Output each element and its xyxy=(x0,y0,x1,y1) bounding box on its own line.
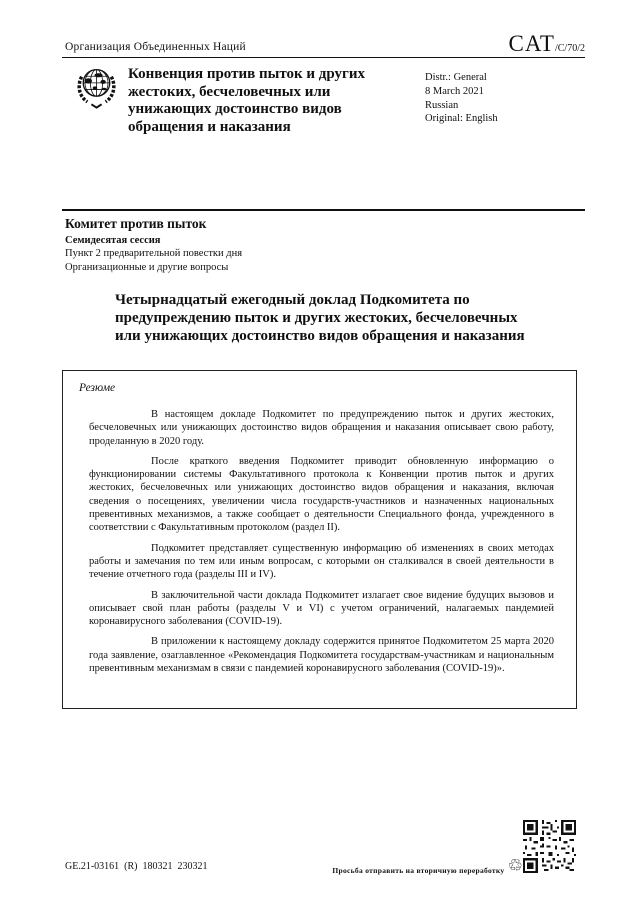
org-name: Организация Объединенных Наций xyxy=(65,41,246,53)
distr-line: Distr.: General xyxy=(425,72,487,83)
doc-symbol-main: CAT xyxy=(508,31,555,56)
session-title: Семидесятая сессия xyxy=(65,235,161,247)
summary-box xyxy=(62,370,577,709)
doc-symbol-sub: /C/70/2 xyxy=(554,43,585,54)
un-emblem-icon xyxy=(71,62,122,114)
separator-rule xyxy=(62,209,585,211)
committee-name: Комитет против пыток xyxy=(65,216,207,231)
committee-block xyxy=(65,217,242,274)
report-title: Четырнадцатый ежегодный доклад Подкомитета по предупреждению пыток и других жестоких, бесчеловечных или унижающих достоинство видов обращения и наказания xyxy=(115,292,525,345)
summary-label: Резюме xyxy=(79,382,116,394)
date-line: 8 March 2021 xyxy=(425,85,484,97)
summary-paragraph: В приложении к настоящему докладу содержится принятое Подкомитетом 25 марта 2020 года заявление, озаглавленное «Рекомендация Подкомитета государствам-участникам и национальным превентивным механизмам в связи с пандемией коронавирусного заболевания (COVID-19)». xyxy=(89,636,554,675)
recycle-note-text: Просьба отправить на вторичную переработку xyxy=(332,866,505,875)
convention-title: Конвенция против пыток и других жестоких, бесчеловечных или унижающих достоинство видов обращения и наказания xyxy=(128,66,365,135)
summary-paragraphs xyxy=(63,401,576,675)
recycle-icon: ♲ xyxy=(507,856,523,876)
recycle-note xyxy=(332,856,523,879)
document-number: GE.21-03161 (R) 180321 230321 xyxy=(65,861,208,872)
original-line: Original: English xyxy=(425,113,498,125)
summary-paragraph: После краткого введения Подкомитет приводит обновленную информацию о функционировании системы Факультативного протокола к Конвенции против пыток и других жестоких, бесчеловечных или унижающих достоинство видов обращения и наказания, включая сведения о посещениях, увеличении числа государств-участников и назначенных национальных превентивных механизмов, а также сообщает о деятельности Специального фонда, учрежденного в соответствии с Факультативным протоколом (раздел II). xyxy=(89,455,554,534)
agenda-topic: Организационные и другие вопросы xyxy=(65,261,229,273)
summary-paragraph: Подкомитет представляет существенную информацию об изменениях в своих методах работы и замечания по тем или иным вопросам, с которыми он сталкивался в своей деятельности в течение отчетного года (разделы III и IV). xyxy=(89,542,554,581)
summary-paragraph: В настоящем докладе Подкомитет по предупреждению пыток и других жестоких, бесчеловечных или унижающих достоинство видов обращения и наказания описывает свою работу, проделанную в 2020 году. xyxy=(89,409,554,447)
qr-code xyxy=(523,820,576,873)
summary-paragraph: В заключительной части доклада Подкомитет излагает свое видение будущих вызовов и описывает свой план работы (разделы V и VI) с учетом ограничений, налагаемых пандемией коронавирусного заболевания (COVID-19). xyxy=(89,589,554,628)
distribution-info xyxy=(425,71,498,126)
header-rule xyxy=(62,57,585,58)
doc-symbol xyxy=(509,31,585,57)
language-line: Russian xyxy=(425,99,459,111)
agenda-item: Пункт 2 предварительной повестки дня xyxy=(65,248,243,260)
